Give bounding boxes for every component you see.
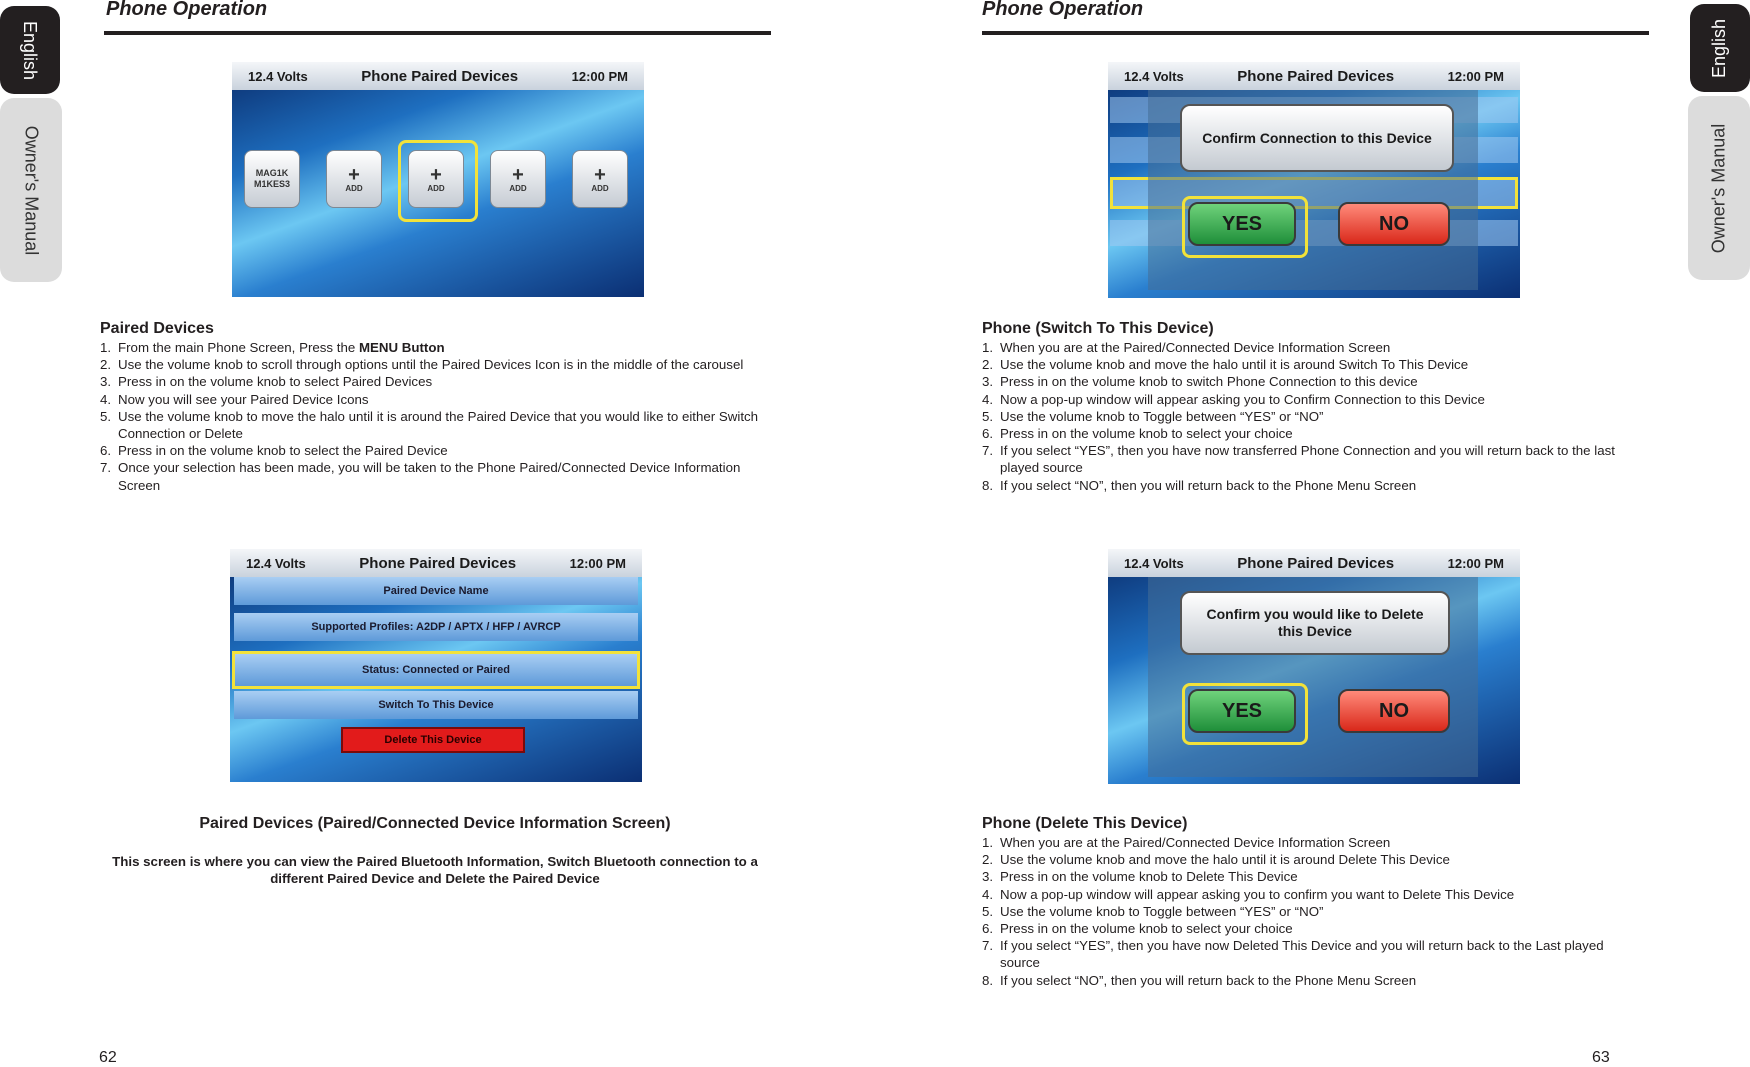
switch-device-title: Phone (Switch To This Device) [982,320,1214,337]
step-item: 4. Now a pop-up window will appear asking you to confirm you want to Delete This Device [982,886,1515,902]
step-item: 7. Once your selection has been made, you will be taken to the Phone Paired/Connected Device Information Screen [100,460,741,493]
step-item: 4. Now a pop-up window will appear asking you to Confirm Connection to this Device [982,391,1485,407]
info-row: Supported Profiles: A2DP / APTX / HFP / AVRCP [234,613,638,641]
no-button: NO [1338,202,1450,246]
confirm-delete-screenshot [1108,549,1520,784]
info-row: Switch To This Device [234,691,638,719]
add-device-card: + ADD [408,150,464,208]
info-screen-description: This screen is where you can view the Paired Bluetooth Information, Switch Bluetooth connection to a different Paired Device and Delete the Paired Device [112,854,758,886]
step-item: 5. Use the volume knob to move the halo until it is around the Paired Device that you would like to either Switch Connection or Delete [100,408,759,442]
owners-manual-tab-right: Owner's Manual [1688,96,1750,280]
step-item: 7. If you select “YES”, then you have now Deleted This Device and you will return back to the Last played source [982,938,1604,971]
status-bar: 12.4 Volts Phone Paired Devices 12:00 PM [232,62,644,90]
page-header-right: Phone Operation [982,0,1144,20]
owners-manual-tab-left: Owner's Manual [0,98,62,282]
info-row: Paired Device Name [234,577,638,605]
english-tab-right: English [1690,4,1750,92]
no-button: NO [1338,689,1450,733]
page-number-left: 62 [99,1049,117,1066]
paired-devices-carousel-screenshot [232,62,644,297]
step-item: 2. Use the volume knob and move the halo until it is around Switch To This Device [982,357,1469,373]
confirm-delete-dialog: Confirm you would like to Delete this Device [1180,591,1450,655]
add-device-card: + ADD [326,150,382,208]
add-device-card: + ADD [572,150,628,208]
header-rule-right [982,31,1649,35]
paired-devices-steps [100,339,765,494]
step-item: 5. Use the volume knob to Toggle between “YES” or “NO” [982,903,1324,919]
step-item: 8. If you select “NO”, then you will return back to the Phone Menu Screen [982,477,1417,493]
step-item: 1. From the main Phone Screen, Press the MENU Button [100,340,445,355]
step-item: 8. If you select “NO”, then you will return back to the Phone Menu Screen [982,972,1417,988]
step-item: 7. If you select “YES”, then you have now transferred Phone Connection and you will return back to the last played source [982,443,1615,476]
step-item: 6. Press in on the volume knob to select the Paired Device [100,443,448,459]
delete-device-button: Delete This Device [341,727,525,753]
step-item: 2. Use the volume knob and move the halo until it is around Delete This Device [982,852,1450,868]
english-tab-left: English [0,6,60,94]
paired-device-card: MAG1K M1KES3 [244,150,300,208]
paired-devices-title: Paired Devices [100,320,214,337]
step-item: 3. Press in on the volume knob to Delete This Device [982,869,1298,885]
yes-button: YES [1188,202,1296,246]
step-item: 3. Press in on the volume knob to switch Phone Connection to this device [982,374,1418,390]
step-item: 3. Press in on the volume knob to select Paired Devices [100,374,433,390]
status-bar: 12.4 Volts Phone Paired Devices 12:00 PM [1108,62,1520,90]
switch-device-steps [982,339,1642,494]
page-header-left: Phone Operation [106,0,268,20]
step-item: 1. When you are at the Paired/Connected Device Information Screen [982,340,1391,355]
delete-device-title: Phone (Delete This Device) [982,815,1188,832]
info-row: Status: Connected or Paired [232,651,640,689]
step-item: 1. When you are at the Paired/Connected Device Information Screen [982,835,1391,850]
page-number-right: 63 [1592,1049,1610,1066]
add-device-card: + ADD [490,150,546,208]
step-item: 6. Press in on the volume knob to select your choice [982,921,1293,937]
step-item: 6. Press in on the volume knob to select your choice [982,426,1293,442]
status-bar: 12.4 Volts Phone Paired Devices 12:00 PM [230,549,642,577]
header-rule-left [104,31,771,35]
step-item: 5. Use the volume knob to Toggle between “YES” or “NO” [982,408,1324,424]
step-item: 2. Use the volume knob to scroll through options until the Paired Devices Icon is in the middle of the carousel [100,357,744,373]
delete-device-steps [982,834,1622,989]
status-bar: 12.4 Volts Phone Paired Devices 12:00 PM [1108,549,1520,577]
confirm-connection-screenshot [1108,62,1520,298]
device-info-screenshot [230,549,642,782]
step-item: 4. Now you will see your Paired Device Icons [100,391,369,407]
info-screen-title: Paired Devices (Paired/Connected Device Information Screen) [199,815,671,832]
yes-button: YES [1188,689,1296,733]
confirm-connection-dialog: Confirm Connection to this Device [1180,104,1454,172]
